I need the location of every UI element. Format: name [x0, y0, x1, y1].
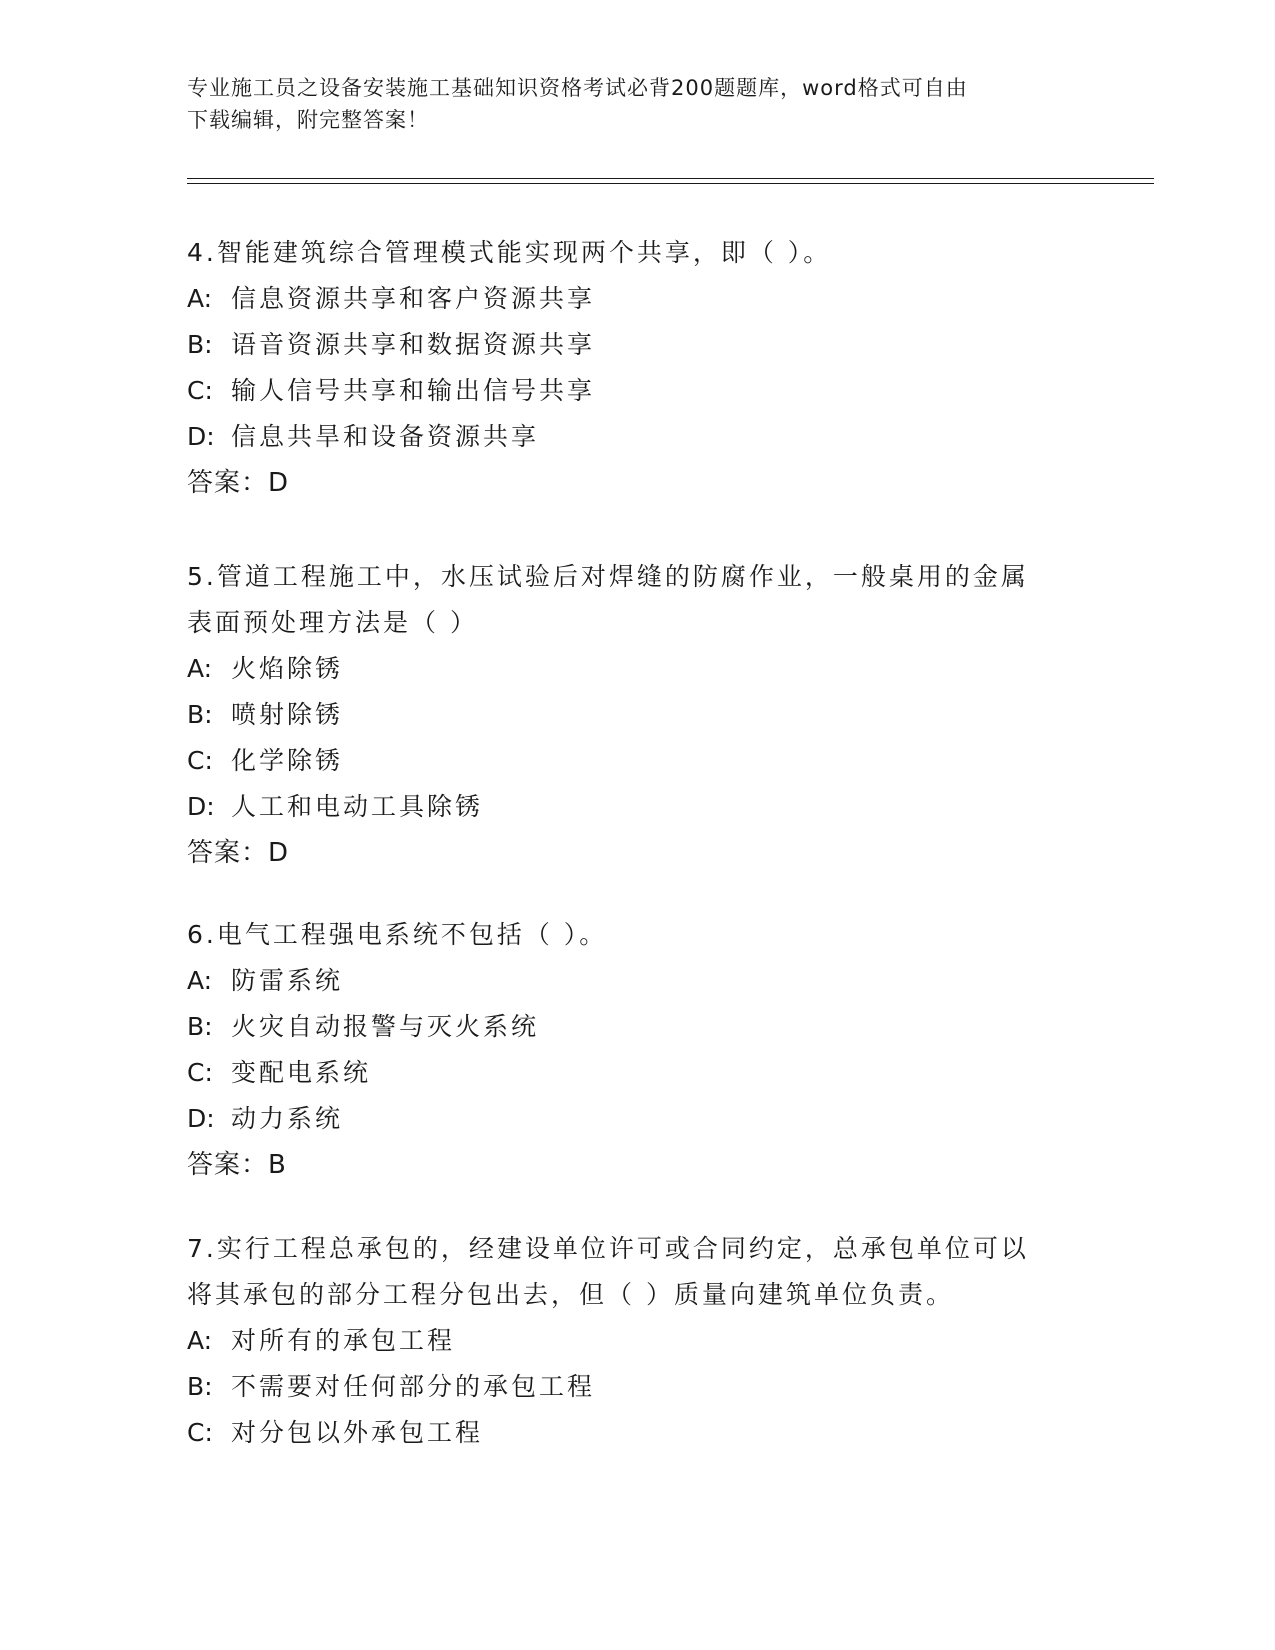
option-letter: B:	[187, 1372, 213, 1401]
option-letter: C:	[187, 376, 213, 405]
option-text: 不需要对任何部分的承包工程	[231, 1372, 596, 1401]
document-header	[187, 72, 1087, 136]
question-4	[187, 230, 1087, 506]
question-stem: 6.电气工程强电系统不包括（ ）。	[187, 920, 608, 949]
question-stem-line-1: 5.管道工程施工中，水压试验后对焊缝的防腐作业，一般桌用的金属	[187, 562, 1029, 591]
option-letter: A:	[187, 654, 213, 683]
option-letter: B:	[187, 330, 213, 359]
option-text: 火焰除锈	[231, 654, 344, 683]
header-line-1: 专业施工员之设备安装施工基础知识资格考试必背200题题库，word格式可自由	[187, 76, 968, 100]
question-stem-line-2: 表面预处理方法是（ ）	[187, 608, 478, 637]
question-stem-line-1: 7.实行工程总承包的，经建设单位许可或合同约定，总承包单位可以	[187, 1234, 1029, 1263]
option-d	[187, 414, 1087, 460]
answer: 答案：D	[187, 838, 290, 868]
option-text: 变配电系统	[231, 1058, 372, 1087]
option-letter: D:	[187, 422, 215, 451]
option-letter: B:	[187, 1012, 213, 1041]
option-text: 信息共旱和设备资源共享	[231, 422, 540, 451]
header-divider-top	[187, 178, 1154, 179]
question-stem: 4.智能建筑综合管理模式能实现两个共享，即（ ）。	[187, 238, 832, 267]
question-stem-line-2: 将其承包的部分工程分包出去，但（ ）质量向建筑单位负责。	[187, 1280, 954, 1309]
option-text: 语音资源共享和数据资源共享	[231, 330, 596, 359]
question-5	[187, 554, 1087, 876]
answer: 答案：B	[187, 1150, 287, 1180]
option-text: 防雷系统	[231, 966, 344, 995]
option-d	[187, 784, 1087, 830]
option-text: 化学除锈	[231, 746, 344, 775]
option-text: 喷射除锈	[231, 700, 344, 729]
option-text: 信息资源共享和客户资源共享	[231, 284, 596, 313]
option-letter: A:	[187, 966, 213, 995]
option-c	[187, 368, 1087, 414]
option-letter: D:	[187, 1104, 215, 1133]
option-a	[187, 1318, 1087, 1364]
option-text: 人工和电动工具除锈	[231, 792, 484, 821]
option-a	[187, 276, 1087, 322]
question-6	[187, 912, 1087, 1188]
option-letter: C:	[187, 1058, 213, 1087]
option-a	[187, 646, 1087, 692]
option-c	[187, 738, 1087, 784]
question-7	[187, 1226, 1087, 1456]
option-letter: B:	[187, 700, 213, 729]
header-divider-bottom	[187, 183, 1154, 184]
option-b	[187, 1004, 1087, 1050]
option-b	[187, 322, 1087, 368]
option-c	[187, 1410, 1087, 1456]
option-letter: C:	[187, 746, 213, 775]
header-line-2: 下载编辑，附完整答案！	[187, 108, 429, 132]
option-letter: D:	[187, 792, 215, 821]
option-d	[187, 1096, 1087, 1142]
option-b	[187, 1364, 1087, 1410]
option-letter: A:	[187, 1326, 213, 1355]
option-c	[187, 1050, 1087, 1096]
option-b	[187, 692, 1087, 738]
option-text: 对所有的承包工程	[231, 1326, 456, 1355]
answer: 答案：D	[187, 468, 290, 498]
option-a	[187, 958, 1087, 1004]
option-text: 火灾自动报警与灭火系统	[231, 1012, 540, 1041]
option-text: 动力系统	[231, 1104, 344, 1133]
option-letter: C:	[187, 1418, 213, 1447]
option-text: 对分包以外承包工程	[231, 1418, 484, 1447]
option-text: 输人信号共享和输出信号共享	[231, 376, 596, 405]
option-letter: A:	[187, 284, 213, 313]
